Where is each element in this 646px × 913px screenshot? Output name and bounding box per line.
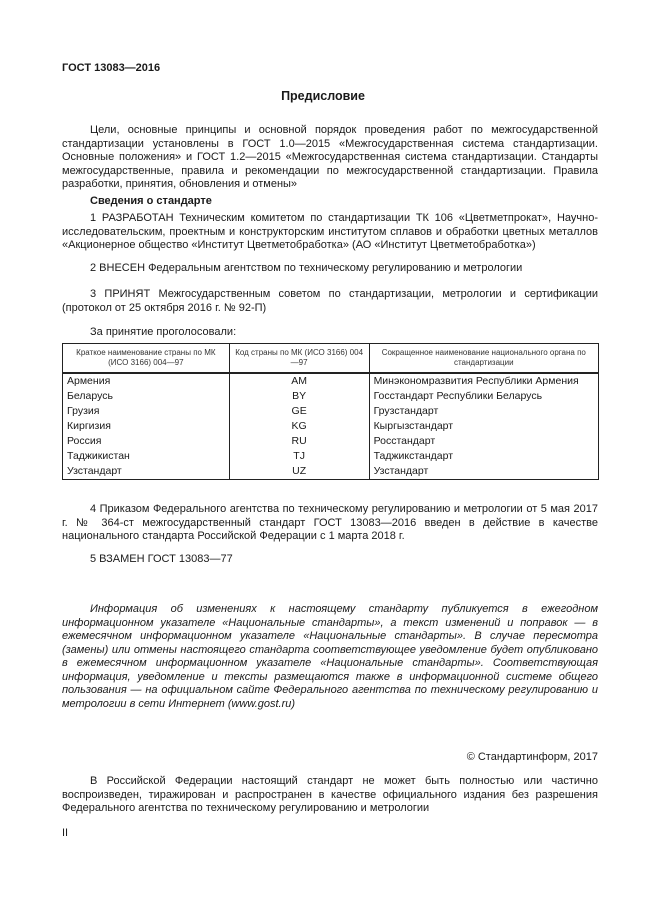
cell-code: KG xyxy=(229,419,369,434)
cell-standards-body: Таджикстандарт xyxy=(369,449,598,464)
item-2-introduced: 2 ВНЕСЕН Федеральным агентством по техническому регулированию и метрологии xyxy=(90,262,523,274)
cell-code: BY xyxy=(229,389,369,404)
cell-country: Грузия xyxy=(63,404,230,419)
table-header-row xyxy=(63,344,599,374)
page-number: II xyxy=(62,827,69,839)
item-1-developed: 1 РАЗРАБОТАН Техническим комитетом по стандартизации ТК 106 «Цветметпрокат», Научно-исследовательским, проектным и конструкторским институтом сплавов и обработки цветных металлов «Акционерное общество «Институт Цветметобработка» (АО «Институт Цветметобработка») xyxy=(62,212,598,251)
header-code: Код страны по МК (ИСО 3166) 004—97 xyxy=(229,344,369,374)
voting-table xyxy=(62,343,599,480)
cell-country: Россия xyxy=(63,434,230,449)
cell-code: UZ xyxy=(229,464,369,480)
cell-country: Киргизия xyxy=(63,419,230,434)
table-row xyxy=(63,389,599,404)
copyright-line: © Стандартинформ, 2017 xyxy=(466,751,598,763)
cell-country: Таджикистан xyxy=(63,449,230,464)
information-notice: Информация об изменениях к настоящему стандарту публикуется в ежегодном информационном указателе «Национальные стандарты», а текст изменений и поправок — в ежемесячном информационном указателе «Национальные стандарты». В случае пересмотра (замены) или отмены настоящего стандарта соответствующее уведомление будет опубликовано в ежемесячном информационном указателе «Национальные стандарты». Соответствующая информация, уведомление и тексты размещаются также в информационной системе общего пользования — на официальном сайте Федерального агентства по техническому регулированию и метрологии в сети Интернет (www.gost.ru) xyxy=(62,603,598,710)
table-row xyxy=(63,404,599,419)
legal-notice: В Российской Федерации настоящий стандарт не может быть полностью или частично воспроизведен, тиражирован и распространен в качестве официального издания без разрешения Федерального агентства по техническому регулированию и метрологии xyxy=(62,775,598,814)
cell-standards-body: Госстандарт Республики Беларусь xyxy=(369,389,598,404)
cell-country: Армения xyxy=(63,373,230,389)
cell-country: Беларусь xyxy=(63,389,230,404)
table-row xyxy=(63,373,599,389)
cell-code: TJ xyxy=(229,449,369,464)
cell-standards-body: Минэкономразвития Республики Армения xyxy=(369,373,598,389)
item-4-order: 4 Приказом Федерального агентства по техническому регулированию и метрологии от 5 мая 2017 г. № 364-ст межгосударственный стандарт ГОСТ 13083—2016 введен в действие в качестве национального стандарта Российской Федерации с 1 марта 2018 г. xyxy=(62,503,598,542)
cell-country: Узстандарт xyxy=(63,464,230,480)
header-country: Краткое наименование страны по МК (ИСО 3166) 004—97 xyxy=(63,344,230,374)
document-code: ГОСТ 13083—2016 xyxy=(62,62,161,74)
section-heading: Сведения о стандарте xyxy=(90,195,212,207)
cell-code: GE xyxy=(229,404,369,419)
cell-code: AM xyxy=(229,373,369,389)
cell-standards-body: Росстандарт xyxy=(369,434,598,449)
table-row xyxy=(63,449,599,464)
item-3-adopted: 3 ПРИНЯТ Межгосударственным советом по стандартизации, метрологии и сертификации (протокол от 25 октября 2016 г. № 92-П) xyxy=(62,288,598,314)
intro-paragraph: Цели, основные принципы и основной порядок проведения работ по межгосударственной стандартизации установлены в ГОСТ 1.0—2015 «Межгосударственная система стандартизации. Основные положения» и ГОСТ 1.2—2015 «Межгосударственная система стандартизации. Стандарты межгосударственные, правила и рекомендации по межгосударственной стандартизации. Правила разработки, принятия, обновления и отмены» xyxy=(62,124,598,190)
table-row xyxy=(63,434,599,449)
votes-label: За принятие проголосовали: xyxy=(90,326,237,338)
page-title: Предисловие xyxy=(281,89,365,103)
cell-standards-body: Узстандарт xyxy=(369,464,598,480)
item-5-replaces: 5 ВЗАМЕН ГОСТ 13083—77 xyxy=(90,553,233,565)
table-row xyxy=(63,419,599,434)
header-standards-body: Сокращенное наименование национального органа по стандартизации xyxy=(369,344,598,374)
cell-code: RU xyxy=(229,434,369,449)
table-row xyxy=(63,464,599,480)
cell-standards-body: Кыргызстандарт xyxy=(369,419,598,434)
cell-standards-body: Грузстандарт xyxy=(369,404,598,419)
